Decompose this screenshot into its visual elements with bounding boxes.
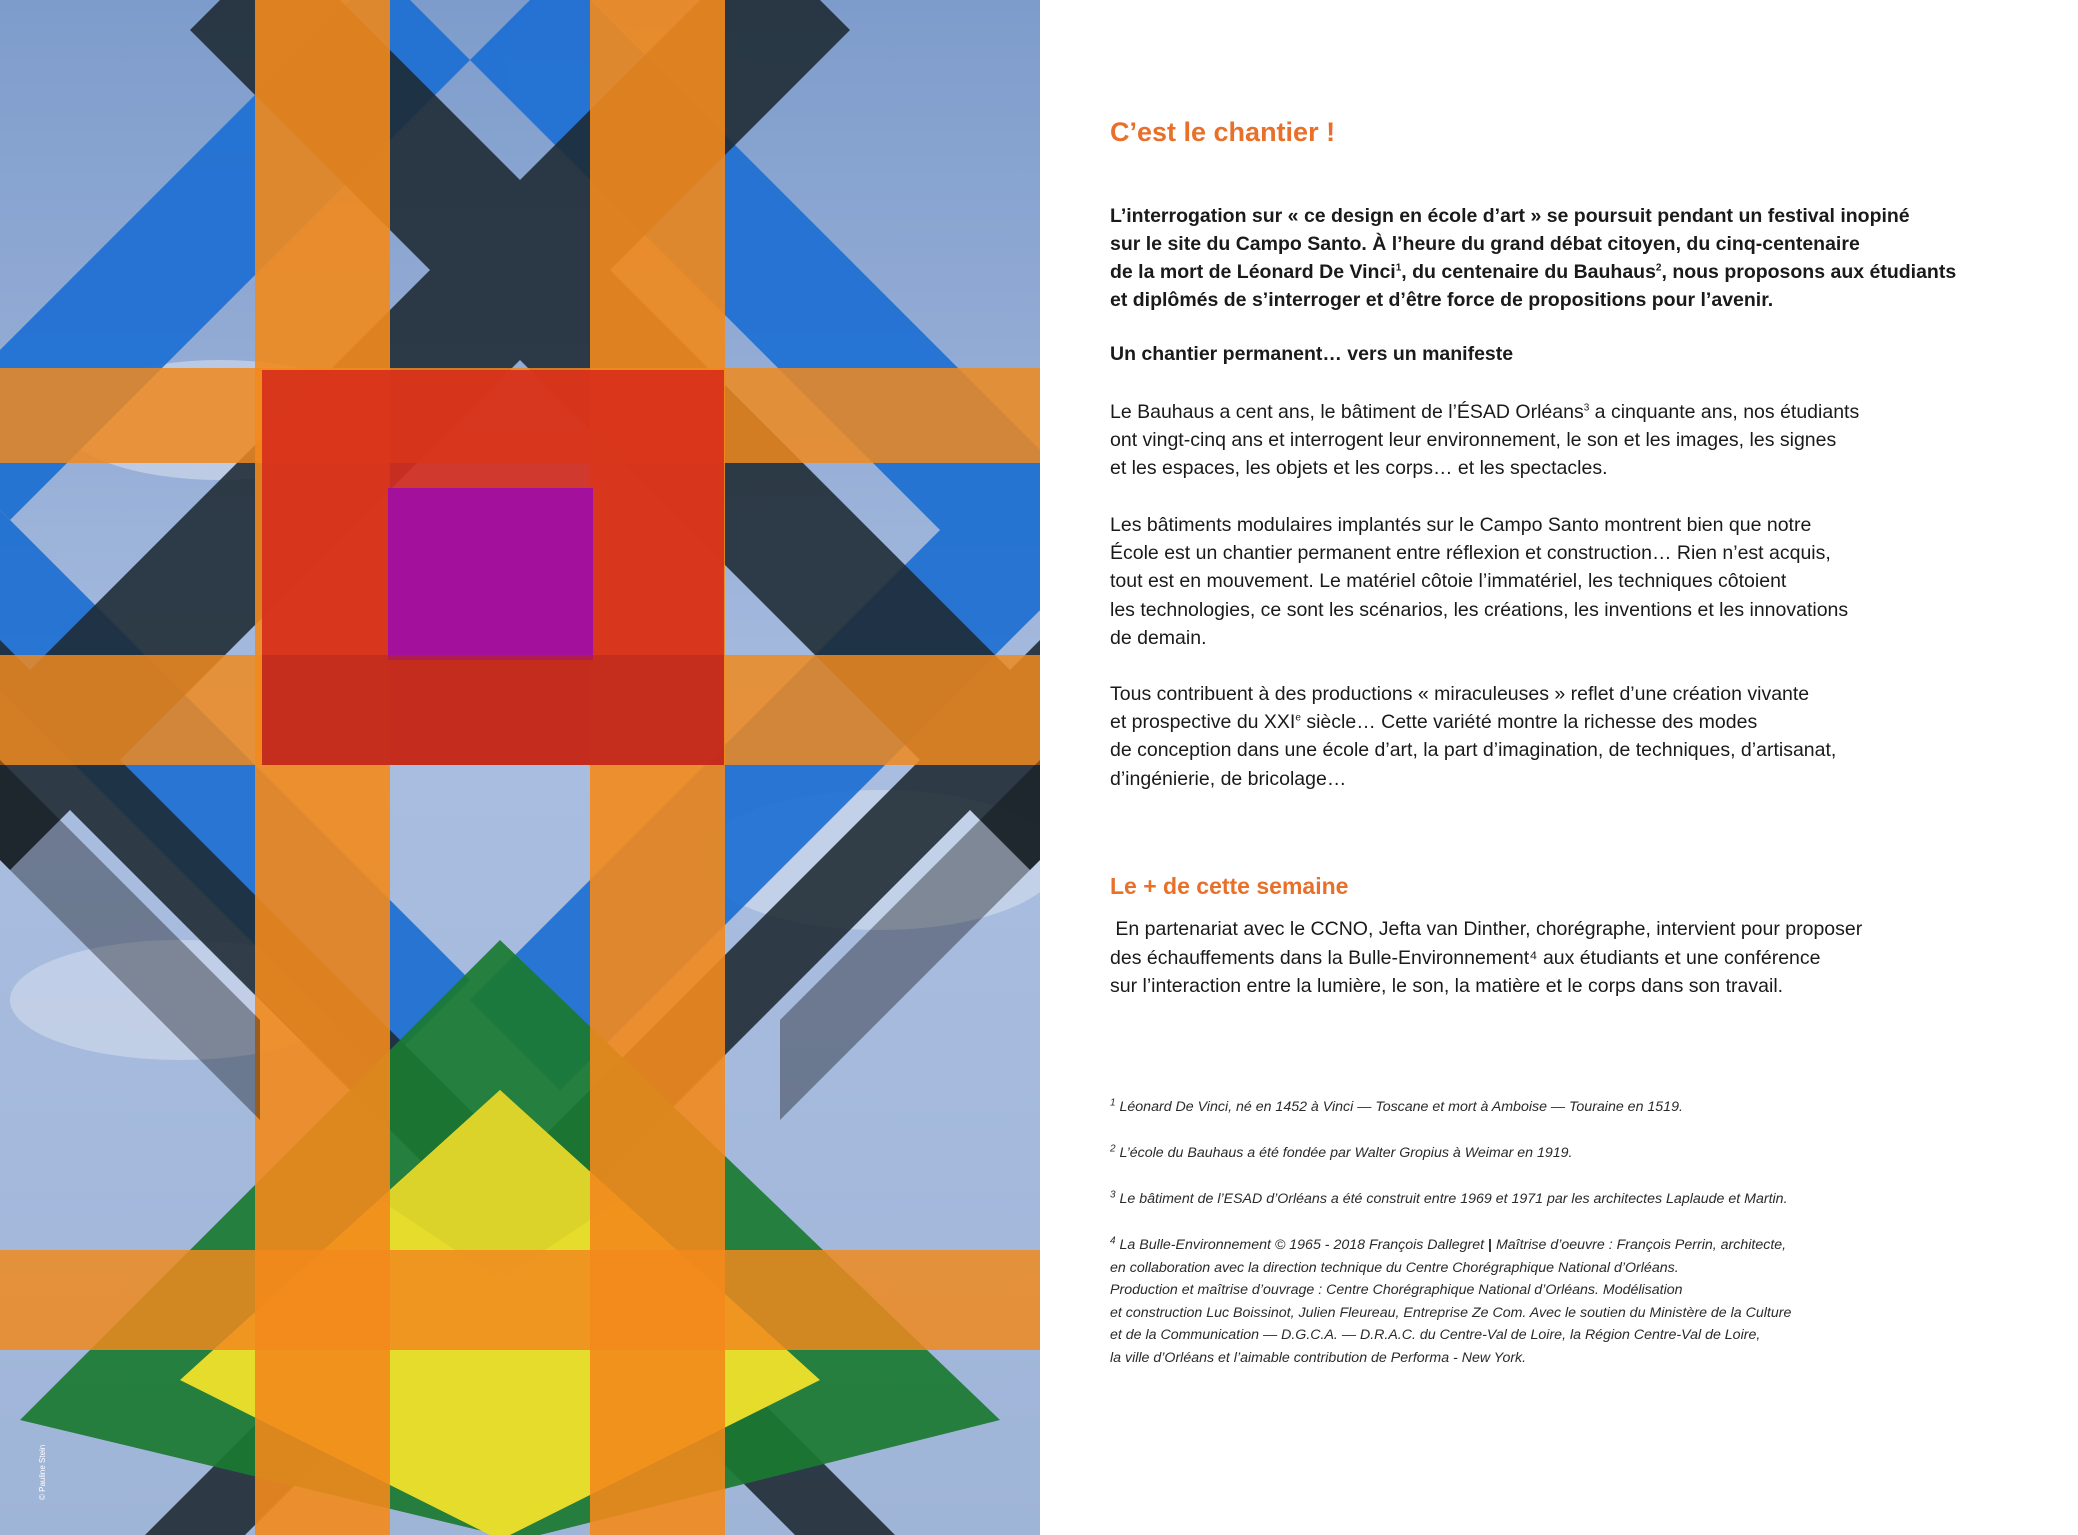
- paragraph-line: tout est en mouvement. Le matériel côtoie l’immatériel, les techniques côtoient: [1110, 570, 1787, 593]
- footnote-ref-1: 1: [1395, 262, 1402, 274]
- paragraph-line: sur l’interaction entre la lumière, le son, la matière et le corps dans son travail.: [1110, 975, 1784, 997]
- paragraph-line: de demain.: [1110, 626, 1207, 649]
- paragraph-line: Les bâtiments modulaires implantés sur le Campo Santo montrent bien que notre: [1110, 514, 1812, 536]
- footnote-ref-2: 2: [1655, 262, 1662, 274]
- footnote-2: $^2$ L’école du Bauhaus a été fondée par Walter Gropius à Weimar en 1919.: [1110, 1143, 1573, 1161]
- paragraph-line: Le Bauhaus a cent ans, le bâtiment de l’ÉSAD Orléans$^3$ a cinquante ans, nos étudiants: [1110, 401, 1860, 423]
- footnote-3: $^3$ Le bâtiment de l’ESAD d’Orléans a été construit entre 1969 et 1971 par les architectes Laplaude et Martin.: [1110, 1189, 1788, 1207]
- footnote-4: $^4$ La Bulle-Environnement © 1965 - 2018 François Dallegret | Maîtrise d’oeuvre : François Perrin, architecte, en collaboration avec la direction technique du Centre Chorégraphique National d’Orléans. Production et maîtrise d’ouvrage : Centre Chorégraphique National d’Orléans. Modélisation et construction Luc Boissinot, Julien Fleureau, Entreprise Ze Com. Avec le soutien du Ministère de la Culture et de la Communication — D.G.C.A. — D.R.A.C. du Centre-Val de Loire, la Région Centre-Val de Loire, la ville d’Orléans et l’aimable contribution de Performa - New York.: [1110, 1235, 1792, 1366]
- intro-paragraph: [1110, 202, 2010, 314]
- plus-heading: Le + de cette semaine: [1110, 873, 1349, 899]
- footnote-number: 2: [1110, 1143, 1116, 1155]
- paragraph-line: des échauffements dans la Bulle-Environnement⁴ aux étudiants et une conférence: [1110, 946, 1821, 969]
- paragraph-line: les technologies, ce sont les scénarios, les créations, les inventions et les innovations: [1110, 598, 1849, 621]
- paragraph-line: et prospective du XXIe siècle… Cette variété montre la richesse des modes: [1110, 711, 1758, 734]
- subheading: Un chantier permanent… vers un manifeste: [1110, 343, 1514, 365]
- body-paragraph-2: [1110, 511, 2010, 652]
- intro-line: de la mort de Léonard De Vinci$^1$, du centenaire du Bauhaus$^2$, nous proposons aux étudiants: [1110, 261, 1957, 283]
- article-title: C’est le chantier !: [1110, 117, 1336, 147]
- intro-line: sur le site du Campo Santo. À l’heure du grand débat citoyen, du cinq-centenaire: [1110, 233, 1860, 255]
- paragraph-line: En partenariat avec le CCNO, Jefta van Dinther, chorégraphe, intervient pour proposer: [1110, 918, 1863, 940]
- footnote-1: $^1$ Léonard De Vinci, né en 1452 à Vinci — Toscane et mort à Amboise — Touraine en 1519.: [1110, 1097, 1683, 1115]
- body-paragraph-3: [1110, 680, 2010, 793]
- footnote-number: 1: [1110, 1097, 1116, 1109]
- separator-bar: |: [1488, 1237, 1492, 1253]
- paragraph-line: ont vingt-cinq ans et interrogent leur environnement, le son et les images, les signes: [1110, 429, 1837, 452]
- paragraph-line: et les espaces, les objets et les corps… et les spectacles.: [1110, 457, 1608, 480]
- paragraph-line: École est un chantier permanent entre réflexion et construction… Rien n’est acquis,: [1110, 542, 1831, 565]
- plus-paragraph: [1110, 915, 2010, 1001]
- paragraph-line: d’ingénierie, de bricolage…: [1110, 767, 1347, 790]
- ordinal-superscript: e: [1295, 712, 1301, 724]
- footnote-number: 4: [1110, 1235, 1116, 1247]
- paragraph-line: Tous contribuent à des productions « miraculeuses » reflet d’une création vivante: [1110, 683, 1810, 705]
- intro-line: et diplômés de s’interroger et d’être force de propositions pour l’avenir.: [1110, 289, 1774, 311]
- intro-line: L’interrogation sur « ce design en école d’art » se poursuit pendant un festival inopiné: [1110, 205, 1910, 227]
- photo-credit: © Pauline Stein: [38, 1444, 47, 1500]
- footnote-ref-3: 3: [1583, 402, 1590, 414]
- paragraph-line: de conception dans une école d’art, la part d’imagination, de techniques, d’artisanat,: [1110, 739, 1837, 762]
- footnote-number: 3: [1110, 1189, 1116, 1201]
- body-paragraph-1: [1110, 398, 2010, 483]
